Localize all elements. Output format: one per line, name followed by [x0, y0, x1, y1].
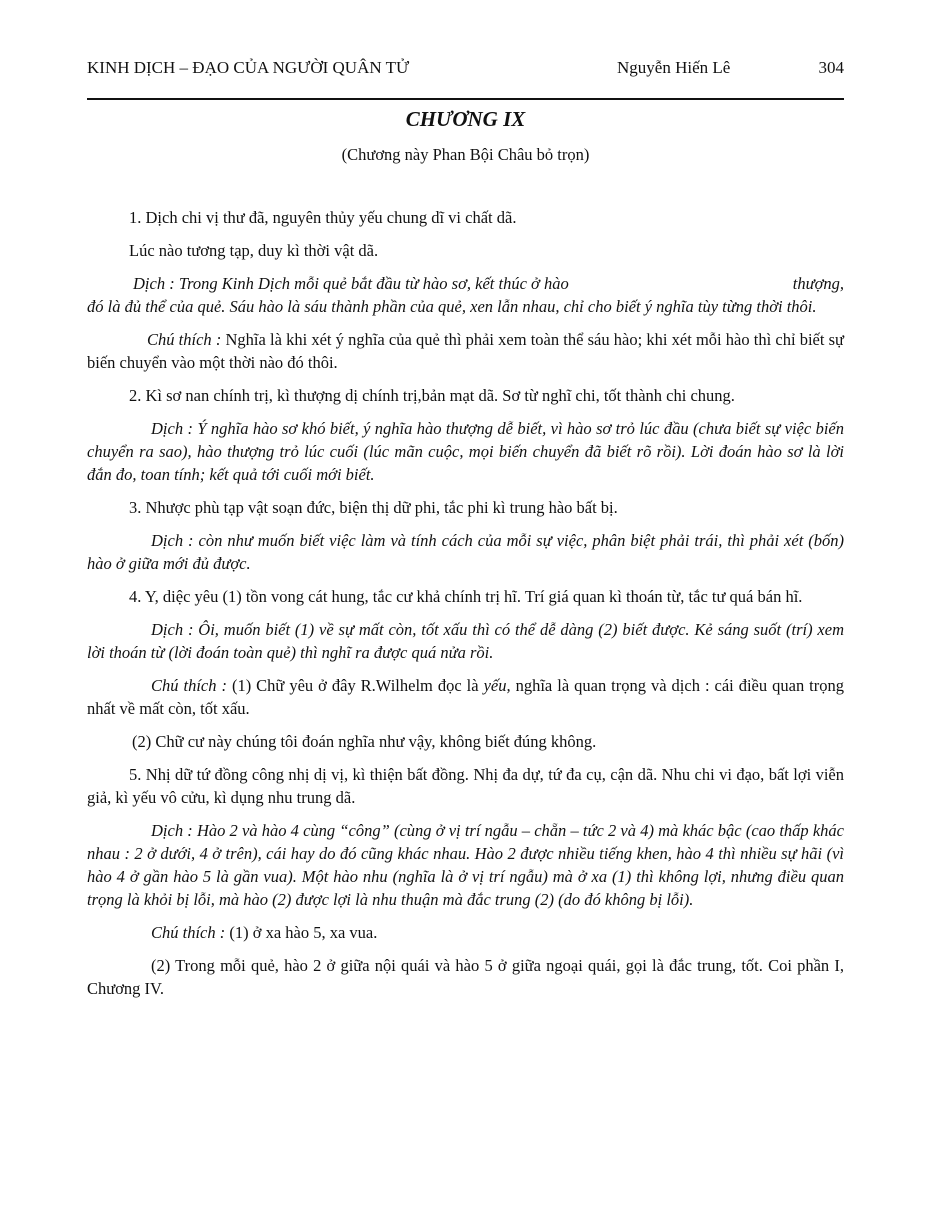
verse-2: 2. Kì sơ nan chính trị, kì thượng dị chính trị,bản mạt dã. Sơ từ nghĩ chi, tốt thành chi chung. — [129, 386, 735, 405]
verse-3: 3. Nhược phù tạp vật soạn đức, biện thị dữ phi, tắc phi kì trung hào bất bị. — [129, 498, 618, 517]
verse-5: 5. Nhị dữ tứ đồng công nhị dị vị, kì thiện bất đồng. Nhị đa dự, tứ đa cụ, cận dã. Nhu chi vi đạo, bất lợi viễn giả, kì yếu vô cửu, kì dụng nhu trung dã. — [87, 765, 844, 807]
translation-1-line1: Dịch : Trong Kinh Dịch mỗi quẻ bắt đầu từ hào sơ, kết thúc ở hào — [133, 274, 569, 293]
header-rule — [87, 98, 844, 100]
note-4-2: (2) Chữ cư này chúng tôi đoán nghĩa như vậy, không biết đúng không. — [132, 732, 597, 751]
translation-1-rest: đó là đủ thể của quẻ. Sáu hào là sáu thành phần của quẻ, xen lẫn nhau, chỉ cho biết ý nghĩa tùy từng thời thôi. — [87, 297, 817, 316]
note-1 — [87, 328, 844, 374]
page-body — [87, 106, 844, 1000]
translation-4: Dịch : Ôi, muốn biết (1) về sự mất còn, tốt xấu thì có thể dễ dàng (2) biết được. Kẻ sáng suốt (trí) xem lời thoán từ (lời đoán toàn quẻ) thì nghĩ ra được quá nửa rồi. — [87, 620, 844, 662]
note-5-2: (2) Trong mỗi quẻ, hào 2 ở giữa nội quái và hào 5 ở giữa ngoại quái, gọi là đắc trung, tốt. Coi phần I, Chương IV. — [87, 956, 844, 998]
note-5-text: (1) ở xa hào 5, xa vua. — [225, 923, 378, 942]
page-header — [87, 58, 844, 80]
translation-5: Dịch : Hào 2 và hào 4 cùng “công” (cùng ở vị trí ngẫu – chẵn – tức 2 và 4) mà khác bậc (cao thấp khác nhau : 2 ở dưới, 4 ở trên), cái hay do đó cũng khác nhau. Hào 2 được nhiều tiếng khen, hào 4 thì nhiều sự hãi (vì hào 4 ở gần hào 5 là gần vua). Một hào nhu (nghĩa là ở vị trí ngẫu) mà ở xa (1) thì không lợi, nhưng điều quan trọng là khỏi bị lỗi, mà hào (2) được lợi là nhu thuận mà đắc trung (2) (do đó không bị lỗi). — [87, 821, 844, 909]
note-label: Chú thích : — [151, 676, 227, 695]
author-name: Nguyễn Hiến Lê — [617, 58, 731, 77]
note-4 — [87, 674, 844, 720]
verse-1-cont: Lúc nào tương tạp, duy kì thời vật dã. — [129, 241, 379, 260]
verse-1: 1. Dịch chi vị thư đã, nguyên thủy yếu chung dĩ vi chất dã. — [129, 208, 517, 227]
note-5 — [87, 921, 844, 944]
note-4-text-a: (1) Chữ yêu ở đây R.Wilhelm đọc là — [226, 676, 484, 695]
note-4-italic: yếu, — [483, 676, 511, 695]
book-title: KINH DỊCH – ĐẠO CỦA NGƯỜI QUÂN TỬ — [87, 58, 410, 77]
page-number: 304 — [818, 58, 844, 77]
translation-1 — [87, 272, 844, 318]
note-label: Chú thích : — [147, 330, 222, 349]
chapter-subtitle: (Chương này Phan Bội Châu bỏ trọn) — [341, 145, 590, 164]
note-4-text-b: nghĩa là quan trọng và dịch : cái điều quan trọng nhất về mất còn, tốt xấu. — [87, 676, 845, 718]
translation-1-line1-end: thượng, — [792, 274, 844, 293]
translation-2: Dịch : Ý nghĩa hào sơ khó biết, ý nghĩa hào thượng dễ biết, vì hào sơ trỏ lúc đầu (chưa biết sự việc biến chuyển ra sao), hào thượng trỏ lúc cuối (lúc mãn cuộc, mọi biến chuyển đã biết rõ rồi). Lời đoán hào sơ là lời đắn đo, toan tính; kết quả tới cuối mới biết. — [87, 419, 844, 484]
translation-3: Dịch : còn như muốn biết việc làm và tính cách của mỗi sự việc, phân biệt phải trái, thì phải xét (bốn) hào ở giữa mới đủ được. — [87, 531, 844, 573]
note-label: Chú thích : — [151, 923, 226, 942]
note-1-text: Nghĩa là khi xét ý nghĩa của quẻ thì phải xem toàn thể sáu hào; khi xét mỗi hào thì chỉ biết sự biến chuyển vào một thời nào đó thôi. — [87, 330, 844, 372]
chapter-title: CHƯƠNG IX — [405, 107, 526, 131]
verse-4: 4. Y, diệc yêu (1) tồn vong cát hung, tắc cư khả chính trị hĩ. Trí giá quan kì thoán từ, tắc tư quá bán hĩ. — [129, 587, 803, 606]
